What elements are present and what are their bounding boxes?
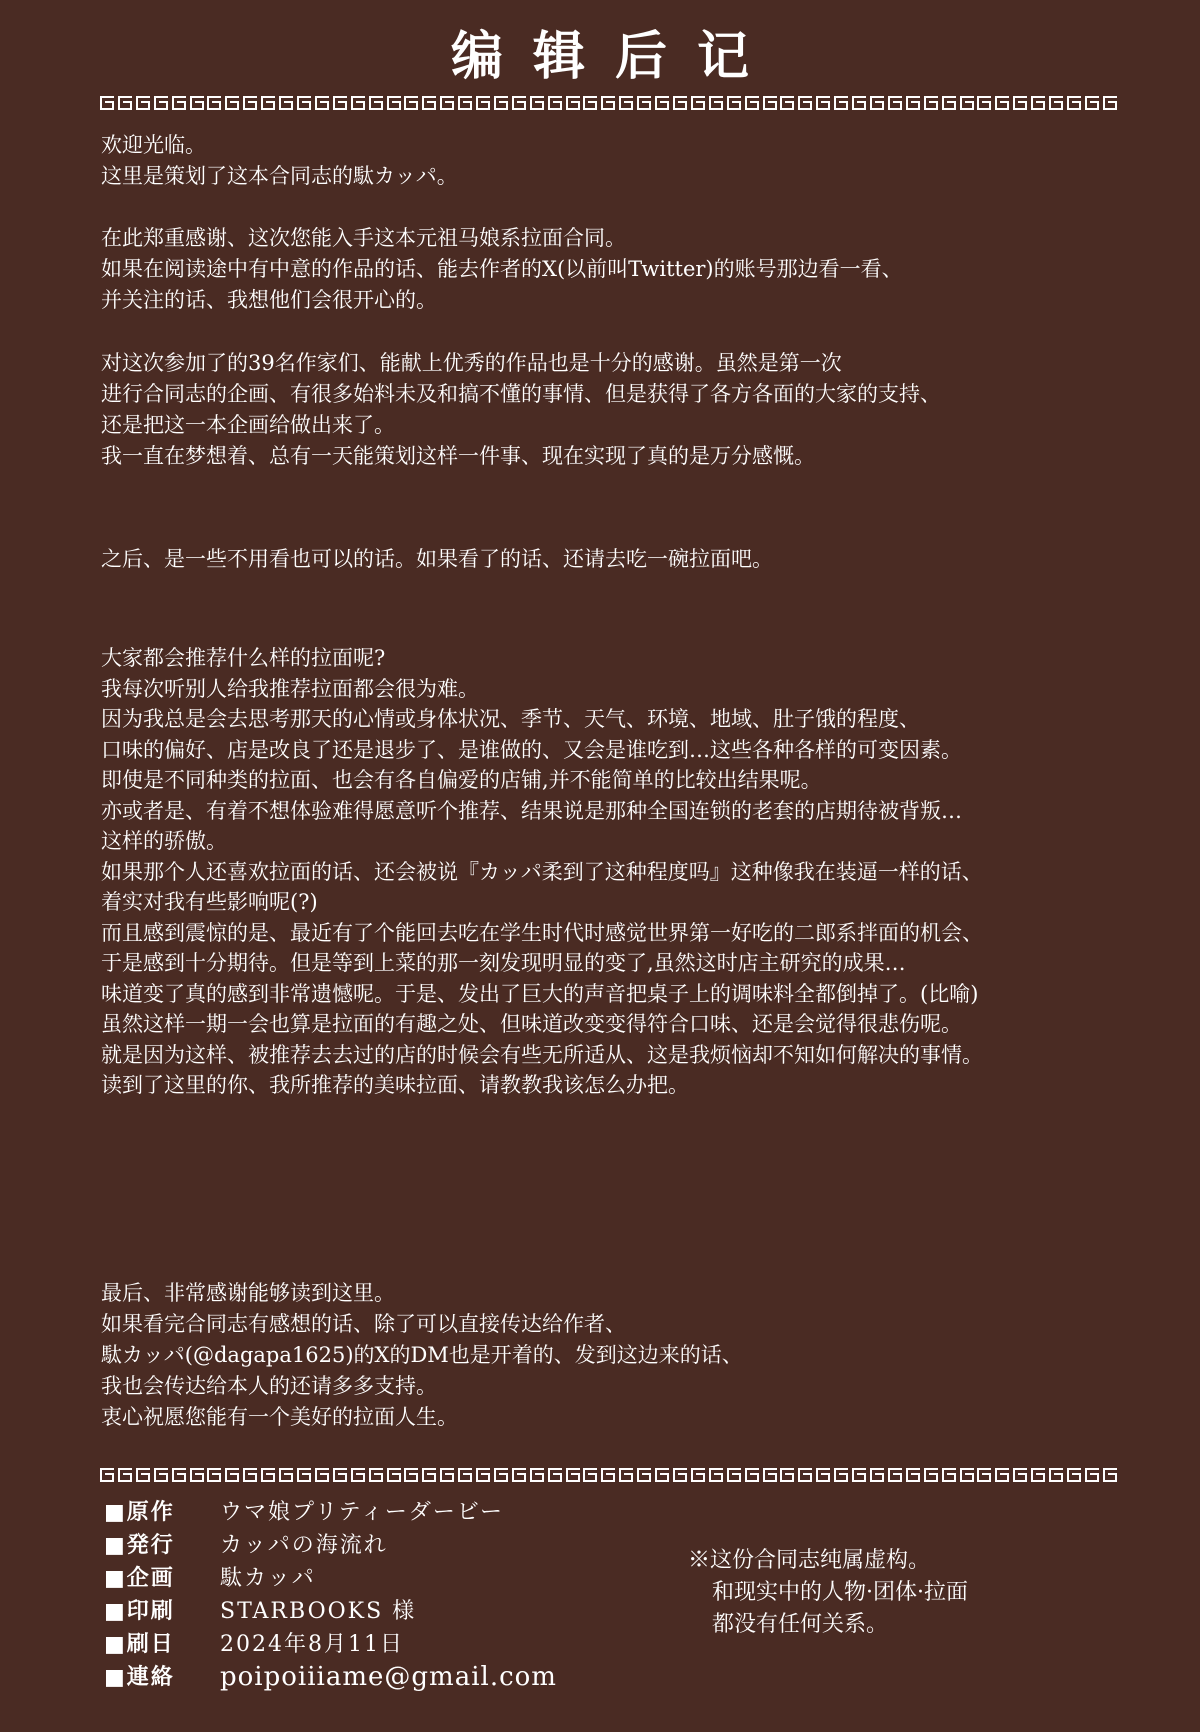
meander-glyph [530, 1468, 548, 1484]
meander-glyph [834, 1468, 852, 1484]
meander-glyph [154, 96, 172, 112]
meander-glyph [763, 96, 781, 112]
meander-glyph [315, 1468, 333, 1484]
meander-glyph [601, 96, 619, 112]
meander-glyph [476, 1468, 494, 1484]
meander-glyph [458, 96, 476, 112]
meander-glyph [422, 1468, 440, 1484]
top-meander-border [100, 96, 1121, 112]
meander-glyph [476, 96, 494, 112]
meander-glyph [888, 1468, 906, 1484]
meander-glyph [637, 96, 655, 112]
intro-paragraph: 欢迎光临。 这里是策划了这本合同志的駄カッパ。 [101, 133, 458, 188]
meander-glyph [494, 1468, 512, 1484]
meander-glyph [100, 96, 118, 112]
meander-glyph [207, 96, 225, 112]
meander-glyph [512, 96, 530, 112]
meander-glyph [387, 96, 405, 112]
meander-glyph [1067, 96, 1085, 112]
meander-glyph [1085, 1468, 1103, 1484]
meander-glyph [870, 96, 888, 112]
meander-glyph [816, 1468, 834, 1484]
credit-value: カッパの海流れ [220, 1533, 388, 1558]
meander-glyph [655, 96, 673, 112]
meander-glyph [852, 96, 870, 112]
page-title: 编辑后记 [450, 26, 779, 87]
meander-glyph [673, 1468, 691, 1484]
meander-glyph [387, 1468, 405, 1484]
meander-glyph [583, 1468, 601, 1484]
meander-glyph [1103, 1468, 1121, 1484]
meander-glyph [225, 1468, 243, 1484]
meander-glyph [1031, 96, 1049, 112]
meander-glyph [583, 96, 601, 112]
meander-glyph [852, 1468, 870, 1484]
aside-paragraph: 之后、是一些不用看也可以的话。如果看了的话、还请去吃一碗拉面吧。 [101, 547, 773, 571]
meander-glyph [136, 1468, 154, 1484]
meander-glyph [1103, 96, 1121, 112]
credit-value: ウマ娘プリティーダービー [220, 1500, 505, 1525]
meander-glyph [960, 1468, 978, 1484]
credit-contact [104, 1661, 557, 1694]
meander-glyph [1049, 1468, 1067, 1484]
meander-glyph [279, 96, 297, 112]
meander-glyph [691, 96, 709, 112]
thanks-paragraph: 在此郑重感谢、这次您能入手这本元祖马娘系拉面合同。 如果在阅读途中有中意的作品的话、能去作者的X(以前叫Twitter)的账号那边看一看、 并关注的话、我想他们会很开心的。 [101, 226, 903, 312]
closing-paragraph: 最后、非常感谢能够读到这里。 如果看完合同志有感想的话、除了可以直接传达给作者、 駄カッパ(@dagapa1625)的X的DM也是开着的、发到这边来的话、 我也会传达给本人的还请多多支持。 衷心祝愿您能有一个美好的拉面人生。 [101, 1281, 743, 1429]
meander-glyph [1067, 1468, 1085, 1484]
meander-glyph [351, 96, 369, 112]
meander-glyph [369, 1468, 387, 1484]
meander-glyph [870, 1468, 888, 1484]
disclaimer-line: ※这份合同志纯属虚构。 [688, 1548, 931, 1573]
credit-original [104, 1496, 557, 1529]
meander-glyph [333, 96, 351, 112]
meander-glyph [190, 1468, 208, 1484]
credit-label: ■原作 [104, 1499, 175, 1525]
meander-glyph [780, 1468, 798, 1484]
meander-glyph [655, 1468, 673, 1484]
meander-glyph [494, 96, 512, 112]
credit-label: ■印刷 [104, 1598, 175, 1624]
meander-glyph [225, 96, 243, 112]
meander-glyph [207, 1468, 225, 1484]
meander-glyph [942, 96, 960, 112]
credit-value: STARBOOKS 様 [220, 1599, 417, 1624]
credit-publisher [104, 1529, 557, 1562]
meander-glyph [709, 96, 727, 112]
meander-glyph [745, 1468, 763, 1484]
bottom-meander-border [100, 1468, 1121, 1484]
meander-glyph [1085, 96, 1103, 112]
meander-glyph [673, 96, 691, 112]
credit-label: ■連絡 [104, 1664, 175, 1690]
meander-glyph [548, 96, 566, 112]
meander-glyph [333, 1468, 351, 1484]
contact-email[interactable]: poipoiiiame@gmail.com [220, 1662, 557, 1692]
meander-glyph [763, 1468, 781, 1484]
meander-glyph [190, 96, 208, 112]
meander-glyph [977, 1468, 995, 1484]
disclaimer-line: 和现实中的人物·团体·拉面 [712, 1580, 968, 1605]
disclaimer-line: 都没有任何关系。 [712, 1612, 889, 1637]
meander-glyph [727, 96, 745, 112]
credit-label: ■企画 [104, 1565, 175, 1591]
meander-glyph [995, 96, 1013, 112]
meander-glyph [834, 96, 852, 112]
meander-glyph [798, 1468, 816, 1484]
meander-glyph [440, 1468, 458, 1484]
meander-glyph [637, 1468, 655, 1484]
meander-glyph [727, 1468, 745, 1484]
meander-glyph [566, 96, 584, 112]
meander-glyph [279, 1468, 297, 1484]
meander-glyph [906, 1468, 924, 1484]
meander-glyph [404, 1468, 422, 1484]
authors-paragraph: 对这次参加了的39名作家们、能献上优秀的作品也是十分的感谢。虽然是第一次 进行合同志的企画、有很多始料未及和搞不懂的事情、但是获得了各方各面的大家的支持、 还是把这一本企画给做出来了。 我一直在梦想着、总有一天能策划这样一件事、现在实现了真的是万分感慨。 [101, 351, 941, 468]
meander-glyph [619, 1468, 637, 1484]
meander-glyph [924, 96, 942, 112]
meander-glyph [798, 96, 816, 112]
meander-glyph [154, 1468, 172, 1484]
meander-glyph [924, 1468, 942, 1484]
meander-glyph [977, 96, 995, 112]
colophon [104, 1496, 557, 1694]
meander-glyph [816, 96, 834, 112]
meander-glyph [243, 96, 261, 112]
credit-planner [104, 1562, 557, 1595]
credit-value: 駄カッパ [220, 1566, 316, 1591]
meander-glyph [136, 96, 154, 112]
meander-glyph [1013, 1468, 1031, 1484]
meander-glyph [512, 1468, 530, 1484]
meander-glyph [548, 1468, 566, 1484]
meander-glyph [297, 96, 315, 112]
meander-glyph [691, 1468, 709, 1484]
meander-glyph [172, 1468, 190, 1484]
meander-glyph [261, 96, 279, 112]
meander-glyph [118, 96, 136, 112]
meander-glyph [888, 96, 906, 112]
meander-glyph [1031, 1468, 1049, 1484]
meander-glyph [422, 96, 440, 112]
meander-glyph [601, 1468, 619, 1484]
meander-glyph [1049, 96, 1067, 112]
meander-glyph [745, 96, 763, 112]
credit-label: ■発行 [104, 1532, 175, 1558]
meander-glyph [100, 1468, 118, 1484]
meander-glyph [172, 96, 190, 112]
meander-glyph [351, 1468, 369, 1484]
meander-glyph [315, 96, 333, 112]
credit-value: 2024年8月11日 [220, 1632, 404, 1657]
meander-glyph [780, 96, 798, 112]
meander-glyph [261, 1468, 279, 1484]
credit-label: ■刷日 [104, 1631, 175, 1657]
meander-glyph [619, 96, 637, 112]
meander-glyph [369, 96, 387, 112]
meander-glyph [118, 1468, 136, 1484]
meander-glyph [297, 1468, 315, 1484]
meander-glyph [942, 1468, 960, 1484]
meander-glyph [440, 96, 458, 112]
essay-paragraph: 大家都会推荐什么样的拉面呢? 我每次听别人给我推荐拉面都会很为难。 因为我总是会去思考那天的心情或身体状况、季节、天气、环境、地域、肚子饿的程度、 口味的偏好、店是改良了还是退步了、是谁做的、又会是谁吃到…这些各种各样的可变因素。 即使是不同种类的拉面、也会有各自偏爱的店铺,并不能简单的比较出结果呢。 亦或者是、有着不想体验难得愿意听个推荐、结果说是那种全国连锁的老套的店期待被背叛… 这样的骄傲。 如果那个人还喜欢拉面的话、还会被说『カッパ柔到了这种程度吗』这种像我在装逼一样的话、 着实对我有些影响呢(?) 而且感到震惊的是、最近有了个能回去吃在学生时代时感觉世界第一好吃的二郎系拌面的机会、 于是感到十分期待。但是等到上菜的那一刻发现明显的变了,虽然这时店主研究的成果… 味道变了真的感到非常遗憾呢。于是、发出了巨大的声音把桌子上的调味料全都倒掉了。(比喻) 虽然这样一期一会也算是拉面的有趣之处、但味道改变变得符合口味、还是会觉得很悲伤呢。 就是因为这样、被推荐去去过的店的时候会有些无所适从、这是我烦恼却不知如何解决的事情。 读到了这里的你、我所推荐的美味拉面、请教教我该怎么办把。 [101, 646, 983, 1097]
meander-glyph [1013, 96, 1031, 112]
credit-printer [104, 1595, 557, 1628]
credit-print-date [104, 1628, 557, 1661]
meander-glyph [709, 1468, 727, 1484]
disclaimer-note [688, 1545, 968, 1641]
meander-glyph [906, 96, 924, 112]
meander-glyph [530, 96, 548, 112]
meander-glyph [960, 96, 978, 112]
meander-glyph [995, 1468, 1013, 1484]
meander-glyph [566, 1468, 584, 1484]
meander-glyph [404, 96, 422, 112]
meander-glyph [458, 1468, 476, 1484]
meander-glyph [243, 1468, 261, 1484]
